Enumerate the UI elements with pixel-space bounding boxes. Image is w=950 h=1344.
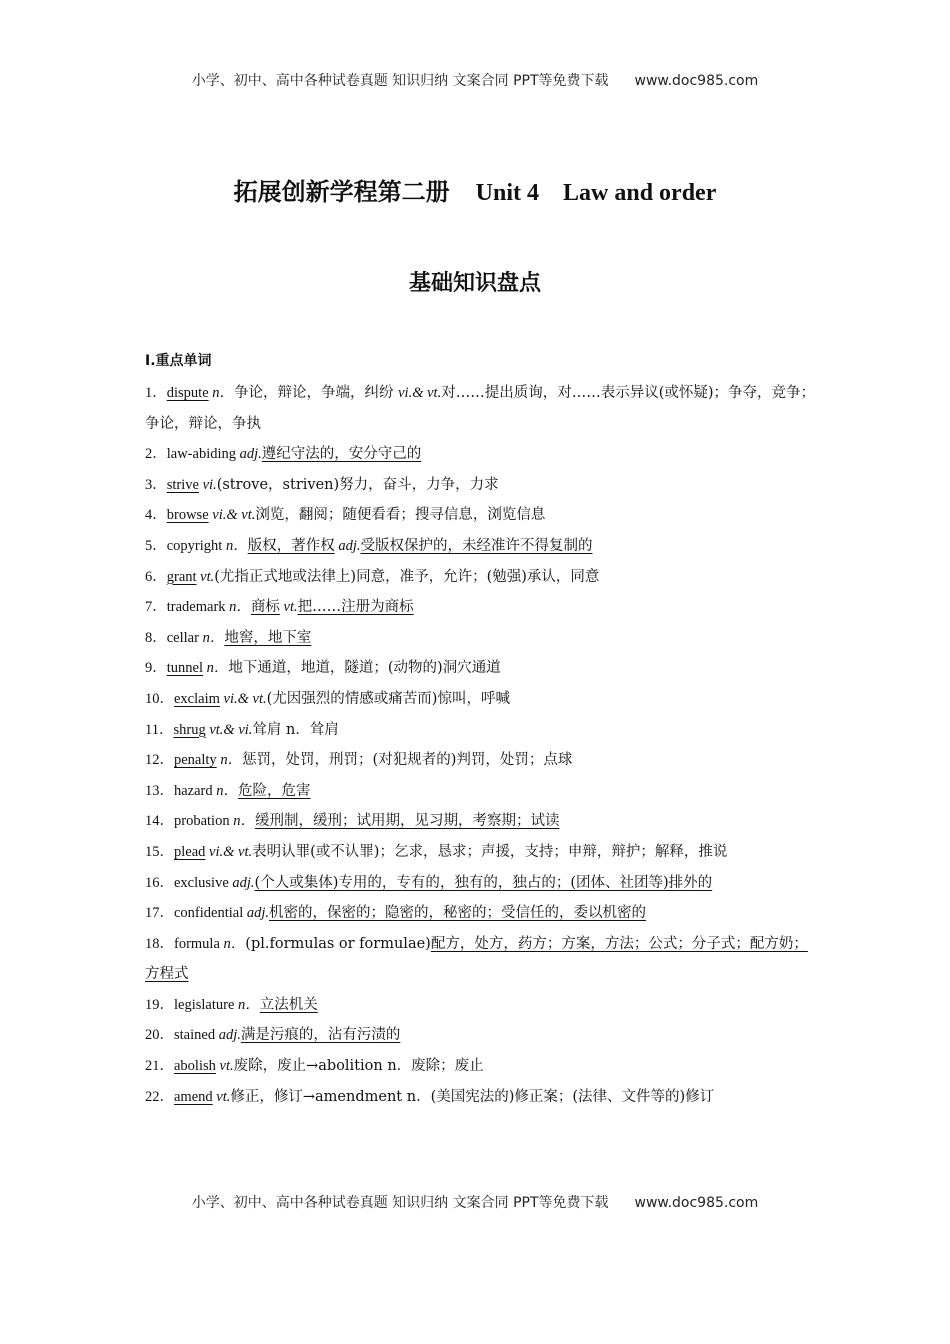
entry-definition: 遵纪守法的，安分守己的 — [261, 446, 422, 463]
entry-pos: n． — [212, 782, 239, 799]
entry-definition: 危险，危害 — [238, 782, 311, 799]
entry-word: dispute — [166, 385, 209, 401]
vocab-entry — [145, 1020, 817, 1051]
entry-pos: vt.& vi. — [205, 721, 253, 738]
vocab-entry — [145, 500, 817, 531]
footer-banner — [0, 1192, 950, 1212]
entry-word: strive — [166, 476, 199, 493]
entry-definition: 浏览，翻阅；随便看看；搜寻信息，浏览信息 — [255, 507, 546, 524]
entry-pos: n． — [208, 385, 235, 401]
entry-number: 13． — [145, 782, 174, 799]
entry-definition: 版权，著作权 — [247, 537, 335, 554]
entry-pos: n． — [203, 660, 229, 677]
entry-number: 4． — [145, 507, 167, 524]
vocab-entry — [145, 868, 817, 899]
entry-pos: n． — [234, 996, 260, 1013]
entry-word: trademark — [166, 599, 226, 616]
entry-pos: n． — [222, 537, 248, 554]
entry-pos: n． — [219, 935, 246, 952]
entry-number: 11． — [145, 721, 174, 738]
entry-word: confidential — [174, 905, 244, 922]
entry-pos: adj. — [243, 905, 270, 922]
entry-number: 21． — [145, 1058, 174, 1075]
entry-number: 2． — [145, 446, 167, 463]
vocab-entry — [145, 684, 817, 715]
entry-word: shrug — [173, 721, 206, 738]
entry-definition: 机密的，保密的；隐密的，秘密的；受信任的，委以机密的 — [269, 905, 647, 922]
vocab-entry — [145, 378, 817, 439]
vocabulary-list — [145, 378, 817, 1112]
entry-pos-2: vi.& vt. — [398, 385, 442, 401]
page-subtitle: 基础知识盘点 — [408, 270, 541, 296]
entry-pos: adj. — [228, 874, 255, 891]
entry-word: penalty — [174, 752, 217, 769]
entry-definition: (尤指正式地或法律上)同意，准予，允许；(勉强)承认，同意 — [214, 568, 600, 585]
entry-word: hazard — [174, 782, 213, 799]
entry-word: exclusive — [174, 874, 229, 891]
title-cn: 拓展创新学程第二册 — [233, 177, 450, 206]
entry-definition-2: 把……注册为商标 — [297, 599, 414, 616]
vocab-entry — [145, 806, 817, 837]
entry-word: grant — [166, 568, 197, 585]
vocab-entry — [145, 592, 817, 623]
entry-word: amend — [174, 1088, 213, 1105]
entry-word: tunnel — [166, 660, 203, 677]
entry-definition: 表明认罪(或不认罪)；乞求，恳求；声援，支持；申辩，辩护；解释，推说 — [252, 843, 728, 860]
entry-pos-2: vt. — [279, 599, 298, 616]
vocab-entry — [145, 929, 817, 990]
entry-pos: vi.& vt. — [208, 507, 256, 524]
vocab-entry — [145, 715, 817, 746]
entry-number: 16． — [145, 874, 174, 891]
entry-pos-2: adj. — [334, 537, 361, 554]
entry-word: exclaim — [174, 690, 220, 707]
title-topic: Law and order — [563, 180, 717, 206]
vocab-entry — [145, 837, 817, 868]
entry-definition: (pl.formulas or formulae) — [245, 935, 431, 952]
entry-pos: adj. — [215, 1027, 241, 1044]
entry-definition: (strove，striven)努力，奋斗，力争，力求 — [216, 476, 499, 493]
vocab-entry — [145, 745, 817, 776]
vocab-entry — [145, 990, 817, 1021]
vocab-entry — [145, 439, 817, 470]
entry-number: 19． — [145, 996, 174, 1013]
section-heading: Ⅰ.重点单词 — [145, 353, 212, 369]
entry-definition: 惩罚，处罚，刑罚；(对犯规者的)判罚，处罚；点球 — [242, 752, 573, 769]
entry-word: browse — [166, 507, 209, 524]
vocab-entry — [145, 470, 817, 501]
entry-pos: vt. — [196, 568, 215, 585]
entry-word: law-abiding — [166, 446, 237, 463]
footer-banner-url[interactable]: www.doc985.com — [634, 1195, 759, 1211]
entry-number: 1． — [145, 385, 167, 401]
entry-pos: vt. — [215, 1058, 234, 1075]
entry-word: probation — [174, 813, 230, 830]
entry-word: legislature — [174, 996, 235, 1013]
entry-pos: n． — [225, 599, 251, 616]
entry-number: 3． — [145, 476, 167, 493]
entry-number: 8． — [145, 629, 167, 646]
entry-number: 5． — [145, 537, 167, 554]
vocab-entry — [145, 776, 817, 807]
entry-number: 7． — [145, 599, 167, 616]
vocab-entry — [145, 898, 817, 929]
entry-definition: 耸肩 n．耸肩 — [252, 721, 339, 738]
entry-definition: (个人或集体)专用的，专有的，独有的，独占的；(团体、社团等)排外的 — [254, 874, 713, 891]
vocab-entry — [145, 1051, 817, 1082]
vocab-entry — [145, 1082, 817, 1113]
entry-number: 17． — [145, 905, 174, 922]
vocab-entry — [145, 653, 817, 684]
entry-word: stained — [174, 1027, 216, 1044]
entry-number: 18． — [145, 935, 174, 952]
entry-pos: vt. — [212, 1088, 231, 1105]
entry-definition: 满是污痕的，沾有污渍的 — [240, 1027, 401, 1044]
entry-definition: 地窖，地下室 — [224, 629, 312, 646]
entry-number: 12． — [145, 752, 174, 769]
entry-definition-2: 对……提出质询，对……表示异议(或怀疑)；争夺，竞争；争论，辩论，争执 — [145, 385, 816, 432]
entry-word: copyright — [166, 537, 223, 554]
footer-banner-text: 小学、初中、高中各种试卷真题 知识归纳 文案合同 PPT等免费下载 — [191, 1195, 609, 1211]
entry-definition-2: 配方，处方，药方；方案，方法；公式；分子式；配方奶；方程式 — [145, 935, 808, 983]
entry-definition: 缓刑制，缓刑；试用期，见习期，考察期；试读 — [254, 813, 560, 830]
entry-word: formula — [174, 935, 220, 952]
vocab-entry — [145, 562, 817, 593]
entry-definition: 立法机关 — [259, 996, 318, 1013]
header-banner — [0, 70, 950, 90]
vocab-entry — [145, 531, 817, 562]
entry-number: 10． — [145, 690, 174, 707]
entry-definition: 修正，修订→amendment n．(美国宪法的)修正案；(法律、文件等的)修订 — [230, 1088, 715, 1105]
entry-definition: 地下通道，地道，隧道；(动物的)洞穴通道 — [228, 660, 501, 677]
entry-pos: n． — [216, 752, 243, 769]
banner-url[interactable]: www.doc985.com — [634, 73, 759, 89]
entry-pos: n． — [229, 813, 255, 830]
title-unit: Unit 4 — [475, 180, 539, 206]
entry-pos: n． — [198, 629, 225, 646]
entry-number: 22． — [145, 1088, 174, 1105]
entry-definition: 商标 — [250, 599, 280, 616]
entry-pos: vi. — [198, 476, 217, 493]
entry-word: plead — [174, 843, 206, 860]
entry-number: 14． — [145, 813, 174, 830]
entry-number: 6． — [145, 568, 167, 585]
entry-number: 20． — [145, 1027, 174, 1044]
entry-number: 15． — [145, 843, 174, 860]
entry-word: cellar — [166, 629, 199, 646]
vocab-entry — [145, 623, 817, 654]
entry-definition: (尤因强烈的情感或痛苦而)惊叫，呼喊 — [266, 690, 510, 707]
entry-definition: 争论，辩论，争端，纠纷 — [234, 385, 399, 401]
entry-number: 9． — [145, 660, 167, 677]
page-title — [0, 172, 950, 207]
entry-pos: vi.& vt. — [219, 690, 267, 707]
banner-text: 小学、初中、高中各种试卷真题 知识归纳 文案合同 PPT等免费下载 — [191, 73, 609, 89]
entry-pos: vi.& vt. — [205, 843, 253, 860]
entry-pos: adj. — [236, 446, 262, 463]
entry-word: abolish — [174, 1058, 216, 1075]
entry-definition-2: 受版权保护的，未经准许不得复制的 — [360, 537, 593, 554]
entry-definition: 废除，废止→abolition n．废除；废止 — [233, 1058, 484, 1075]
